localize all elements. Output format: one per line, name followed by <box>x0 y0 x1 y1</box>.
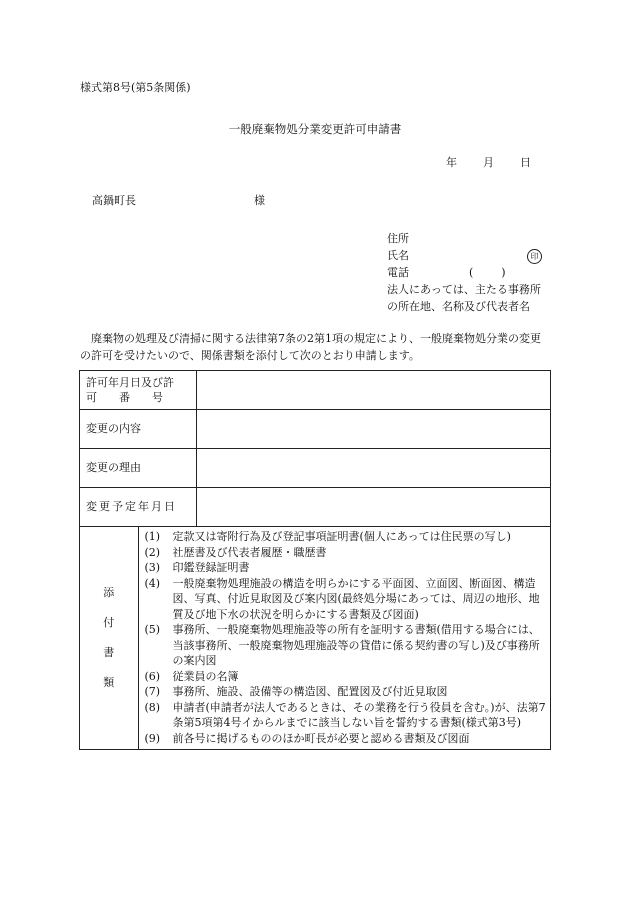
change-date-field[interactable] <box>197 488 551 527</box>
phone-close-paren: ) <box>501 266 506 279</box>
list-item: (7) 事務所、施設、設備等の構造図、配置図及び付近見取図 <box>144 685 448 698</box>
list-item: (3) 印鑑登録証明書 <box>144 561 250 574</box>
permit-date-number-field[interactable] <box>197 371 551 410</box>
addressee-suffix: 様 <box>254 194 265 207</box>
applicant-name-label: 氏名 <box>387 249 409 262</box>
list-item: (4) 一般廃棄物処理施設の構造を明らかにする平面図、立面図、断面図、構造図、写真、付近見取図及び案内図(最終処分場にあっては、周辺の地形、地質及び地下水の状況を明らかにする書類及び図面) <box>144 576 540 621</box>
application-table <box>79 370 551 750</box>
attachments-list <box>138 527 551 750</box>
document-title: 一般廃棄物処分業変更許可申請書 <box>228 122 402 136</box>
addressee <box>92 193 265 208</box>
table-row-attachments <box>80 527 551 750</box>
table-row-change-date <box>80 488 551 527</box>
date-line <box>446 155 531 170</box>
list-item: (5) 事務所、一般廃棄物処理施設等の所有を証明する書類(借用する場合には、当該事務所、一般廃棄物処理施設等の貸借に係る契約書の写し)及び事務所の案内図 <box>144 623 540 667</box>
list-item: (9) 前各号に掲げるもののほか町長が必要と認める書類及び図面 <box>144 731 470 745</box>
table-row-change-content <box>80 410 551 449</box>
change-reason-field[interactable] <box>197 449 551 488</box>
list-item: (1) 定款又は寄附行為及び登記事項証明書(個人にあっては住民票の写し) <box>144 530 511 543</box>
permit-date-number-label: 許可年月日及び許 可 番 号 <box>80 371 197 410</box>
change-content-field[interactable] <box>197 410 551 449</box>
date-day-label: 日 <box>520 156 531 169</box>
applicant-address-label: 住所 <box>387 232 409 245</box>
applicant-block <box>387 231 547 316</box>
attachments-label: 添 付 書 類 <box>80 527 139 750</box>
phone-open-paren: ( <box>469 266 474 279</box>
form-number: 様式第8号(第5条関係) <box>80 81 191 94</box>
addressee-name: 高鍋町長 <box>92 194 136 207</box>
applicant-name-row <box>387 248 547 265</box>
list-item: (8) 申請者(申請者が法人であるときは、その業務を行う役員を含む。)が、法第7条第5項第4号イからルまでに該当しない旨を誓約する書類(様式第3号) <box>144 700 546 729</box>
seal-icon: 印 <box>527 249 542 264</box>
list-item: (6) 従業員の名簿 <box>144 669 239 683</box>
change-date-label: 変更予定年月日 <box>80 488 197 527</box>
date-month-label: 月 <box>483 156 494 169</box>
applicant-phone-row <box>387 265 547 282</box>
list-item: (2) 社歴書及び代表者履歴・職歴書 <box>144 545 327 559</box>
date-year-label: 年 <box>446 156 457 169</box>
table-row-permit <box>80 371 551 410</box>
applicant-note-line2: の所在地、名称及び代表者名 <box>387 300 530 313</box>
change-reason-label: 変更の理由 <box>80 449 197 488</box>
applicant-phone-label: 電話 <box>387 266 409 279</box>
table-row-change-reason <box>80 449 551 488</box>
change-content-label: 変更の内容 <box>80 410 197 449</box>
applicant-note-line1: 法人にあっては、主たる事務所 <box>387 283 541 296</box>
intro-paragraph: 廃棄物の処理及び清掃に関する法律第7条の2第1項の規定により、一般廃棄物処分業の変更の許可を受けたいので、関係書類を添付して次のとおり申請します。 <box>80 332 541 362</box>
